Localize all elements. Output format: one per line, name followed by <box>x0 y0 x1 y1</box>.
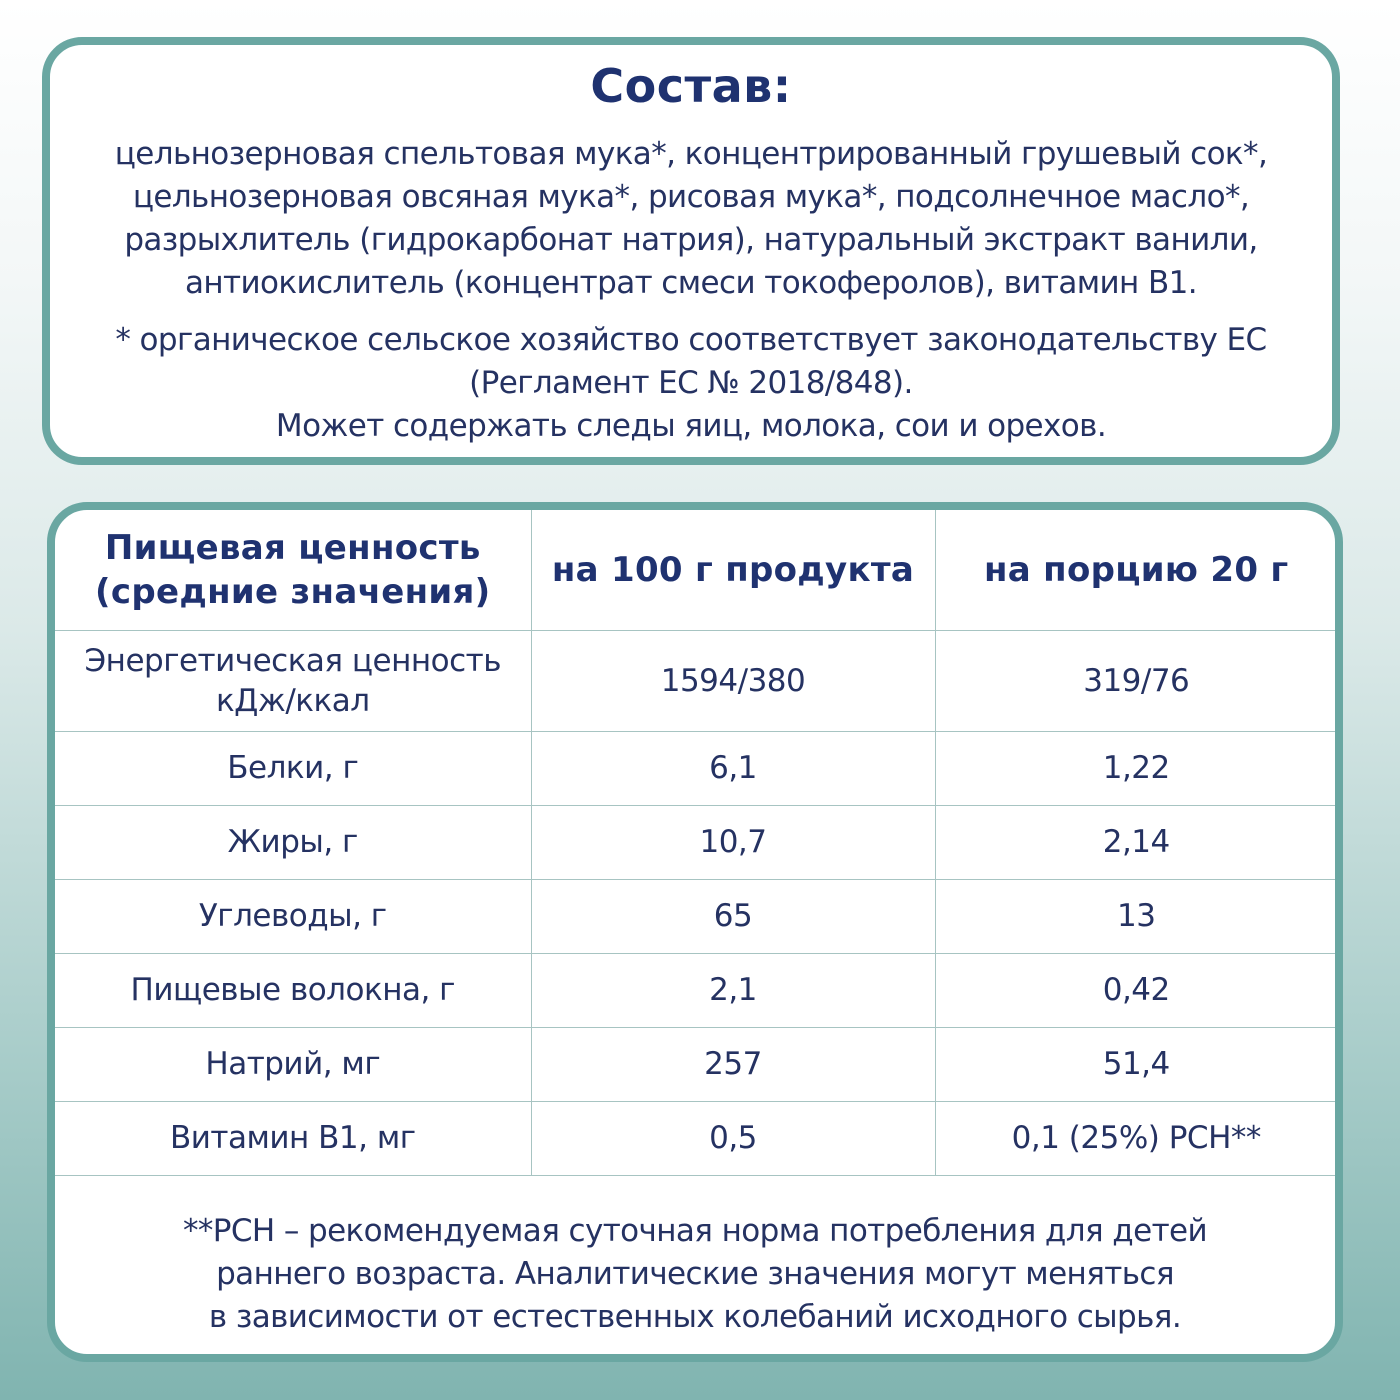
header-nutrient-line: Пищевая ценность <box>104 527 481 568</box>
table-row <box>55 879 1337 953</box>
nutrition-table <box>55 510 1337 1176</box>
value-per-portion: 319/76 <box>935 630 1337 731</box>
table-row <box>55 1101 1337 1175</box>
ingredients-line: антиокислитель (концентрат смеси токоферолов), витамин В1. <box>184 265 1198 301</box>
value-per-portion: 1,22 <box>935 731 1337 805</box>
value-per-portion: 2,14 <box>935 805 1337 879</box>
footnote-line: раннего возраста. Аналитические значения могут меняться <box>216 1256 1174 1292</box>
nutrient-name: Витамин В1, мг <box>55 1101 531 1175</box>
header-nutrient <box>55 510 531 630</box>
header-per-portion: на порцию 20 г <box>935 510 1337 630</box>
nutrient-name: Жиры, г <box>55 805 531 879</box>
nutrition-panel <box>47 502 1343 1362</box>
composition-title: Состав: <box>590 59 792 113</box>
value-per-portion: 51,4 <box>935 1027 1337 1101</box>
value-per-portion: 0,42 <box>935 953 1337 1027</box>
value-per-100g: 65 <box>531 879 935 953</box>
table-row <box>55 805 1337 879</box>
nutrient-name: Углеводы, г <box>55 879 531 953</box>
ingredients-line: цельнозерновая овсяная мука*, рисовая мука*, подсолнечное масло*, <box>132 179 1250 215</box>
footnote-line: в зависимости от естественных колебаний исходного сырья. <box>208 1299 1182 1335</box>
composition-panel <box>42 37 1340 465</box>
ingredients-line: цельнозерновая спельтовая мука*, концентрированный грушевый сок*, <box>114 136 1268 172</box>
nutrition-footnote <box>75 1210 1315 1339</box>
note-line: Может содержать следы яиц, молока, сои и орехов. <box>275 408 1107 444</box>
composition-note <box>80 319 1302 448</box>
value-per-100g: 6,1 <box>531 731 935 805</box>
nutrient-name <box>55 630 531 731</box>
ingredients-line: разрыхлитель (гидрокарбонат натрия), натуральный экстракт ванили, <box>124 222 1258 258</box>
table-row <box>55 953 1337 1027</box>
table-row <box>55 630 1337 731</box>
footnote-line: **РСН – рекомендуемая суточная норма потребления для детей <box>182 1213 1208 1249</box>
ingredients-text <box>80 133 1302 305</box>
header-per-100g: на 100 г продукта <box>531 510 935 630</box>
nutrient-name: Натрий, мг <box>55 1027 531 1101</box>
header-nutrient-line: (средние значения) <box>95 571 491 612</box>
table-header-row <box>55 510 1337 630</box>
table-row <box>55 731 1337 805</box>
value-per-portion: 13 <box>935 879 1337 953</box>
nutrient-name: Белки, г <box>55 731 531 805</box>
value-per-100g: 257 <box>531 1027 935 1101</box>
value-per-portion: 0,1 (25%) РСН** <box>935 1101 1337 1175</box>
nutrient-name-line: Энергетическая ценность <box>84 642 501 679</box>
value-per-100g: 1594/380 <box>531 630 935 731</box>
nutrient-name: Пищевые волокна, г <box>55 953 531 1027</box>
note-line: * органическое сельское хозяйство соответствует законодательству ЕС <box>115 322 1267 358</box>
nutrient-name-line: кДж/ккал <box>215 682 370 719</box>
value-per-100g: 10,7 <box>531 805 935 879</box>
note-line: (Регламент ЕС № 2018/848). <box>469 365 913 401</box>
value-per-100g: 0,5 <box>531 1101 935 1175</box>
table-row <box>55 1027 1337 1101</box>
value-per-100g: 2,1 <box>531 953 935 1027</box>
